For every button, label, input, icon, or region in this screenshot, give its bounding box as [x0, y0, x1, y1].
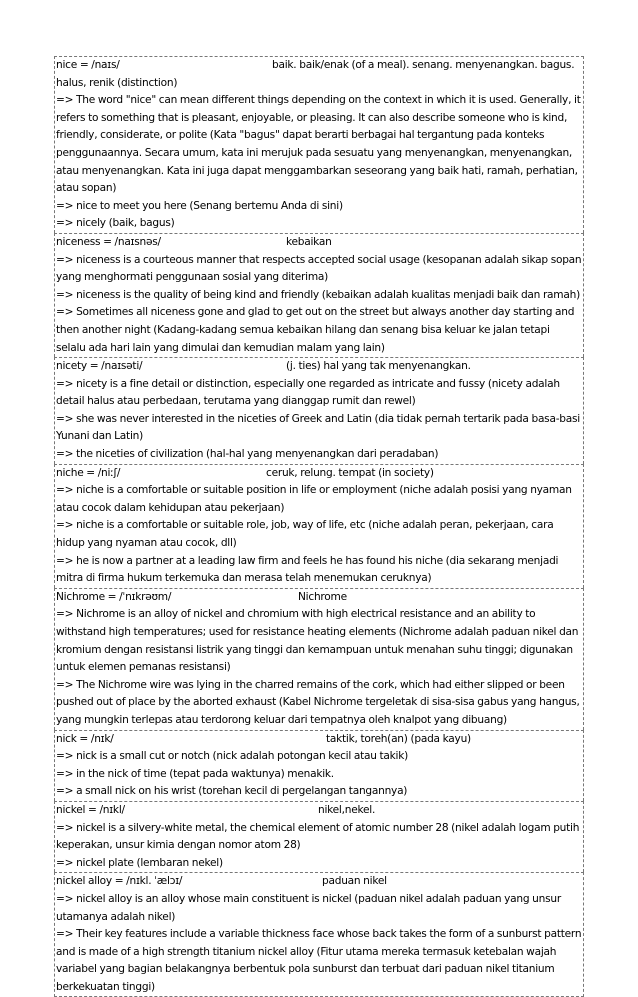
- entry-head: [56, 731, 582, 749]
- entry-head: [56, 802, 582, 820]
- entry-head: [56, 873, 582, 891]
- entry-head: [56, 465, 582, 483]
- translation: kebaikan: [286, 235, 332, 248]
- definition-line: => niche is a comfortable or suitable position in life or employment (niche adalah posisi yang nyaman atau cocok dalam kehidupan atau pekerjaan): [56, 484, 572, 514]
- definition-line: => nicety is a fine detail or distinction, especially one regarded as intricate and fussy (nicety adalah detail halus atau perbedaan, terutama yang dianggap rumit dan rewel): [56, 377, 560, 408]
- example-line: => nicely (baik, bagus): [56, 217, 175, 230]
- translation: nikel,nekel.: [318, 803, 376, 816]
- translation: baik. baik/enak (of a meal). senang. menyenangkan. bagus.: [272, 59, 575, 71]
- entry-head: [56, 234, 582, 252]
- example-line: => she was never interested in the niceties of Greek and Latin (dia tidak pernah tertarik pada basa-basi Yunani dan Latin): [56, 412, 580, 443]
- entry-nicety: [54, 357, 584, 464]
- definition-line: => niceness is the quality of being kind and friendly (kebaikan adalah kualitas menjadi baik dan ramah): [56, 288, 580, 301]
- translation-continued: halus, renik (distinction): [56, 76, 178, 89]
- definition-line: => niceness is a courteous manner that respects accepted social usage (kesopanan adalah sikap sopan yang menghormati penggunaan sosial yang diterima): [56, 253, 582, 284]
- headword: nickel alloy = /nɪkl. ˈælɔɪ/: [56, 875, 183, 888]
- example-line: => a small nick on his wrist (torehan kecil di pergelangan tangannya): [56, 785, 408, 798]
- definition-line: => nick is a small cut or notch (nick adalah potongan kecil atau takik): [56, 750, 409, 763]
- headword: nick = /nɪk/: [56, 732, 114, 745]
- example-line: => The Nichrome wire was lying in the charred remains of the cork, which had either slipped or been pushed out of place by the aborted exhaust (Kabel Nichrome tergeletak di sisa-sisa gabus yang hangus, yang mungkin terlepas atau terdorong keluar dari tempatnya oleh knalpot yang dibuang): [56, 678, 580, 726]
- entry-head: [56, 57, 582, 75]
- translation: Nichrome: [298, 590, 347, 603]
- headword: Nichrome = /ˈnɪkrəʊm/: [56, 590, 172, 603]
- headword: niche = /niːʃ/: [56, 466, 121, 479]
- entry-head: [56, 589, 582, 607]
- headword: nickel = /nɪkl/: [56, 803, 125, 816]
- dictionary-page: [54, 56, 584, 997]
- translation: ceruk, relung. tempat (in society): [266, 466, 434, 479]
- entry-nichrome: [54, 588, 584, 730]
- translation: (j. ties) hal yang tak menyenangkan.: [286, 360, 471, 373]
- definition-line: => nickel alloy is an alloy whose main constituent is nickel (paduan nikel adalah paduan yang unsur utamanya adalah nikel): [56, 892, 561, 923]
- example-line: => Sometimes all niceness gone and glad to get out on the street but always another day starting and then another night (Kadang-kadang semua kebaikan hilang dan senang bisa keluar ke jalan tetapi selalu ada hari lain yang dimulai dan kemudian malam yang lain): [56, 306, 575, 354]
- definition-line: => Nichrome is an alloy of nickel and chromium with high electrical resistance and an ability to withstand high temperatures; used for resistance heating elements (Nichrome adalah paduan nikel dan kromium dengan resistansi listrik yang tinggi dan kemampuan untuk menahan suhu tinggi; digunakan untuk elemen pemanas resistansi): [56, 608, 579, 674]
- headword: nice = /naɪs/: [56, 59, 120, 71]
- translation: taktik, toreh(an) (pada kayu): [326, 732, 471, 745]
- entry-nickel-alloy: [54, 872, 584, 997]
- translation: paduan nikel: [322, 875, 387, 888]
- example-line: => nickel plate (lembaran nekel): [56, 856, 223, 869]
- example-line: => the niceties of civilization (hal-hal yang menyenangkan dari peradaban): [56, 448, 439, 461]
- entry-nice: [54, 56, 584, 233]
- entry-niceness: [54, 233, 584, 357]
- headword: nicety = /naɪsəti/: [56, 360, 143, 373]
- example-line: => he is now a partner at a leading law firm and feels he has found his niche (dia sekarang menjadi mitra di firma hukum terkemuka dan merasa telah menemukan ceruknya): [56, 554, 559, 585]
- entry-head: [56, 358, 582, 376]
- definition-line: => niche is a comfortable or suitable role, job, way of life, etc (niche adalah peran, pekerjaan, cara hidup yang nyaman atau cocok, dll): [56, 519, 554, 550]
- entry-nick: [54, 730, 584, 801]
- headword: niceness = /naɪsnəs/: [56, 235, 161, 248]
- example-line: => in the nick of time (tepat pada waktunya) menakik.: [56, 767, 334, 780]
- example-line: => nice to meet you here (Senang bertemu Anda di sini): [56, 199, 343, 212]
- definition-line: => nickel is a silvery-white metal, the chemical element of atomic number 28 (nikel adalah logam putih keperakan, unsur kimia dengan nomor atom 28): [56, 821, 580, 852]
- example-line: => Their key features include a variable thickness face whose back takes the form of a sunburst pattern and is made of a high strength titanium nickel alloy (Fitur utama mereka termasuk ketebalan wajah variabel yang bagian belakangnya berbentuk pola sunburst dan terbuat dari paduan nikel titanium berkekuatan tinggi): [56, 928, 582, 993]
- entry-niche: [54, 464, 584, 588]
- definition-line: => The word "nice" can mean different things depending on the context in which it is used. Generally, it refers to something that is pleasant, enjoyable, or pleasing. It can also describe someone who is kind, friendly, considerate, or polite (Kata "bagus" dapat berarti berbagai hal tergantung pada konteks penggunaannya. Secara umum, kata ini merujuk pada sesuatu yang menyenangkan, menyenangkan, atau menyenangkan. Kata ini juga dapat menggambarkan seseorang yang baik hati, ramah, perhatian, atau sopan): [56, 94, 581, 195]
- entry-nickel: [54, 801, 584, 872]
